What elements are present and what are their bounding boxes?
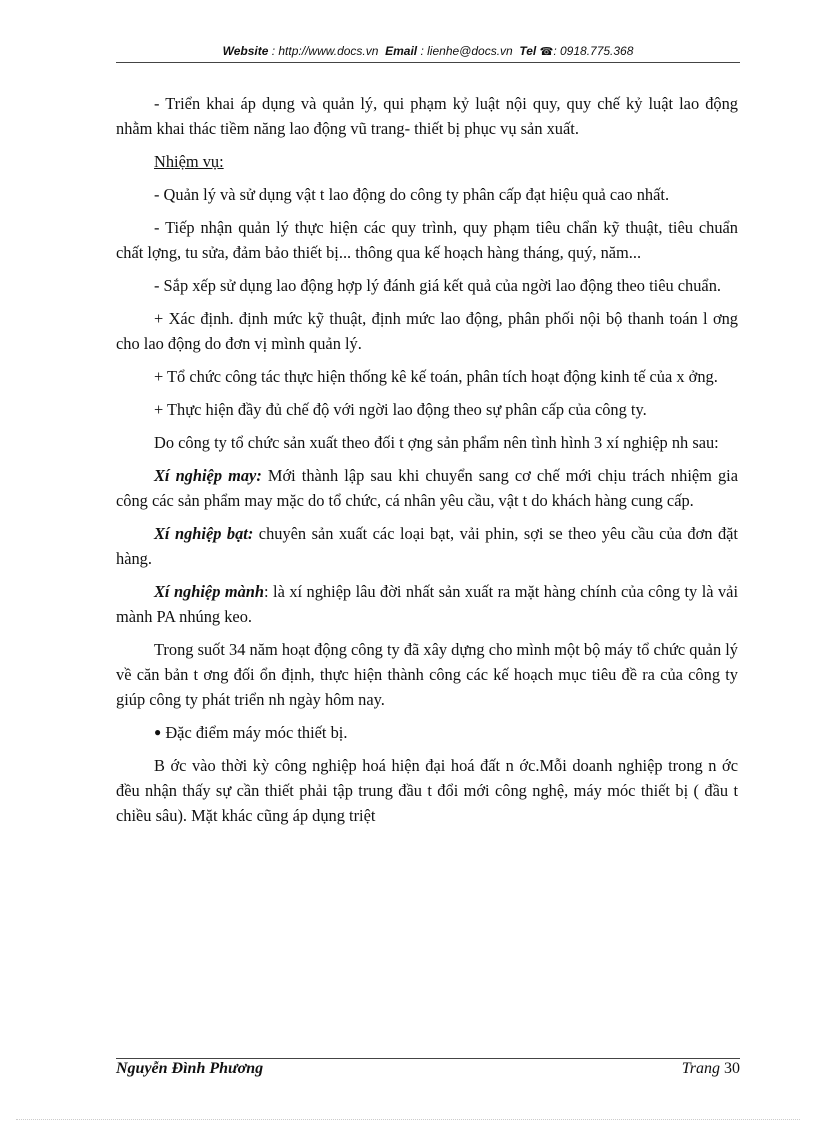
paragraph-may	[116, 463, 738, 513]
paragraph-4: - Tiếp nhận quản lý thực hiện các quy trình, quy phạm tiêu chẩn kỹ thuật, tiêu chuẩn chất lợng, tu sửa, đảm bảo thiết bị... thông qua kế hoạch hàng tháng, quý, năm...	[116, 218, 738, 262]
page-number-group	[682, 1060, 740, 1078]
section-heading-duties	[116, 149, 738, 174]
document-body	[116, 91, 738, 836]
paragraph-7: + Tổ chức công tác thực hiện thống kê kế toán, phân tích hoạt động kinh tế của x ởng.	[154, 367, 718, 386]
page-header	[116, 44, 740, 58]
paragraph-3: - Quản lý và sử dụng vật t lao động do công ty phân cấp đạt hiệu quả cao nhất.	[154, 185, 670, 204]
footer-rule	[116, 1058, 740, 1059]
paragraph-manh	[116, 579, 738, 629]
label-xi-nghiep-manh: Xí nghiệp mành	[154, 582, 265, 601]
email-value: : lienhe@docs.vn	[420, 44, 513, 58]
paragraph-5: - Sắp xếp sử dụng lao động hợp lý đánh giá kết quả của ngời lao động theo tiêu chuẩn.	[154, 276, 721, 295]
paragraph-equipment	[116, 720, 738, 745]
website-label: Website	[222, 44, 269, 58]
label-xi-nghiep-may: Xí nghiệp may:	[154, 466, 262, 485]
paragraph-bat	[116, 521, 738, 571]
bullet-icon: ●	[154, 725, 162, 739]
page-number: 30	[724, 1060, 740, 1077]
paragraph-15: B ớc vào thời kỳ công nghiệp hoá hiện đại hoá đất n ớc.Mỗi doanh nghiệp trong n ớc đều nhận thấy sự cần thiết phải tập trung đầu t đổi mới công nghệ, máy móc thiết bị ( đầu t chiều sâu). Mặt khác cũng áp dụng triệt	[116, 756, 738, 825]
paragraph-13: Trong suốt 34 năm hoạt động công ty đã xây dựng cho mình một bộ máy tổ chức quản lý về căn bản t ơng đối ổn định, thực hiện thành công các kế hoạch mục tiêu đề ra của công ty giúp công ty phát triển nh ngày hôm nay.	[116, 640, 738, 709]
page-bottom-dotted-line	[16, 1119, 800, 1120]
tel-label: Tel	[519, 44, 537, 58]
text-xi-nghiep-manh: : là xí nghiệp lâu đời nhất sản xuất ra mặt hàng chính của công ty là vải mành PA nhúng keo.	[116, 582, 738, 626]
duties-heading-text: Nhiệm vụ:	[154, 152, 224, 171]
text-xi-nghiep-bat: chuyên sản xuất các loại bạt, vải phin, sợi se theo yêu cầu của đơn đặt hàng.	[116, 524, 738, 568]
paragraph-1: - Triển khai áp dụng và quản lý, qui phạm kỷ luật nội quy, quy chế kỷ luật lao động nhằm khai thác tiềm năng lao động vũ trang- thiết bị phục vụ sản xuất.	[116, 94, 738, 138]
header-rule	[116, 62, 740, 63]
paragraph-6: + Xác định. định mức kỹ thuật, định mức lao động, phân phối nội bộ thanh toán l ơng cho lao động do đơn vị mình quản lý.	[116, 309, 738, 353]
phone-icon: ☎	[539, 46, 554, 58]
paragraph-9: Do công ty tổ chức sản xuất theo đối t ợng sản phẩm nên tình hình 3 xí nghiệp nh sau:	[154, 433, 719, 452]
author-name: Nguyễn Đình Phương	[116, 1060, 264, 1077]
paragraph-8: + Thực hiện đầy đủ chế độ với ngời lao động theo sự phân cấp của công ty.	[154, 400, 647, 419]
label-xi-nghiep-bat: Xí nghiệp bạt:	[154, 524, 254, 543]
equipment-heading: Đặc điểm máy móc thiết bị.	[161, 723, 348, 742]
email-label: Email	[385, 44, 418, 58]
website-value: : http://www.docs.vn	[271, 44, 379, 58]
text-xi-nghiep-may: Mới thành lập sau khi chuyển sang cơ chế mới chịu trách nhiệm gia công các sản phẩm may mặc do tổ chức, cá nhân yêu cầu, vật t do khách hàng cung cấp.	[116, 466, 739, 510]
tel-value: : 0918.775.368	[553, 44, 634, 58]
page-label: Trang	[681, 1060, 720, 1077]
